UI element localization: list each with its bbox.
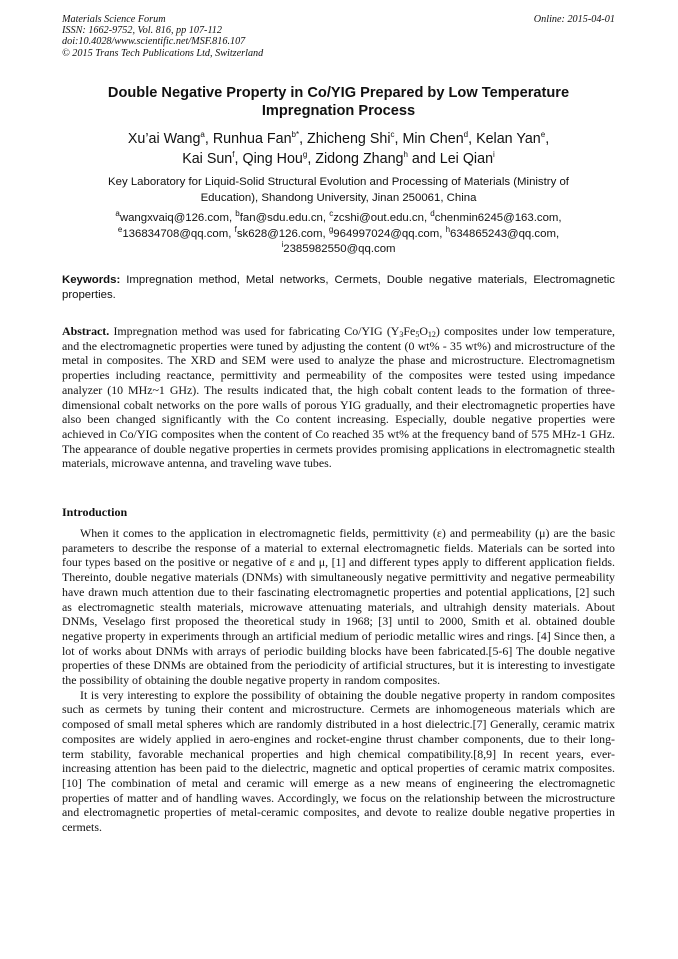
email-sup: b bbox=[235, 209, 240, 219]
introduction-body bbox=[62, 526, 615, 835]
email-text: sk628@126.com bbox=[236, 227, 323, 240]
formula-sub-o: 12 bbox=[427, 330, 436, 339]
email bbox=[234, 224, 323, 240]
email bbox=[281, 240, 396, 256]
email bbox=[328, 224, 440, 240]
emails-line-2: $^e$136834708@qq.com, $^f$sk628@126.com, $^g$964997024@qq.com, $^h$634865243@qq.com, bbox=[117, 224, 560, 240]
author bbox=[128, 131, 205, 147]
author-text: Kelan Yan bbox=[476, 131, 541, 147]
author-text: Kai Sun bbox=[182, 150, 233, 167]
author-sup: g bbox=[302, 149, 308, 159]
emails-line-3 bbox=[62, 242, 615, 258]
email-sup: c bbox=[329, 209, 334, 219]
keywords-text: Impregnation method, Metal networks, Cermets, Double negative materials, Electromagnetic properties. bbox=[62, 274, 615, 302]
email-text: 2385982550@qq.com bbox=[283, 243, 396, 256]
author bbox=[402, 131, 468, 147]
affiliation bbox=[62, 175, 615, 206]
author-list bbox=[62, 130, 615, 169]
author-text: Xu’ai Wang bbox=[127, 131, 201, 147]
affiliation-line-1: Key Laboratory for Liquid-Solid Structural Evolution and Processing of Materials (Ministry of bbox=[108, 176, 569, 188]
emails-line-1: $^a$wangxvaiq@126.com, $^b$fan@sdu.edu.cn, $^c$zcshi@out.edu.cn, $^d$chenmin6245@163.com, bbox=[115, 209, 562, 224]
author-text: Lei Qian bbox=[439, 150, 494, 167]
author-sup: d bbox=[463, 130, 469, 140]
online-date: Online: 2015-04-01 bbox=[533, 14, 615, 25]
formula-sub-fe: 5 bbox=[415, 330, 420, 339]
author-text: Min Chen bbox=[402, 131, 464, 147]
email bbox=[235, 209, 323, 224]
email-sup: a bbox=[115, 209, 120, 219]
email-text: zcshi@out.edu.cn bbox=[333, 212, 424, 224]
abstract bbox=[62, 324, 615, 471]
authors-line-2: Kai Sun$^f$, Qing Hou$^g$, Zidong Zhang$^h$ and Lei Qian$^i$ bbox=[182, 149, 495, 167]
author bbox=[182, 151, 234, 167]
author-sup: a bbox=[200, 130, 205, 140]
author-text: Qing Hou bbox=[242, 150, 303, 167]
email-text: 964997024@qq.com bbox=[333, 227, 440, 240]
author-sup: f bbox=[232, 149, 235, 159]
section-heading-introduction: Introduction bbox=[62, 505, 128, 519]
intro-paragraph-2: It is very interesting to explore the possibility of obtaining the double negative property in random composites such as cermets by tuning their content and microstructure. Cermets are inhomogeneous materials which are composed of small metal spheres which are randomly distributed in a host dielectric.[7] Generally, ceramic matrix composites are widely applied in aero-engines and rocket-engine thrust chamber components, due to their long-term stability, favorable mechanical properties and high chemical compatibility.[8,9] In recent years, ever-increasing attention has been paid to the dielectric, magnetic and optical properties of ceramic matrix composites.[10] The combination of metal and ceramic will emerge as a new means of engineering the electromagnetic properties of matter and of handling waves. Accordingly, we focus on the relationship between the microstructure and electromagnetic properties of metal-ceramic composites, and devote to realize double negative properties in cermets. bbox=[62, 687, 615, 835]
email-sup: h bbox=[445, 224, 451, 234]
author bbox=[307, 131, 394, 147]
journal-name: Materials Science Forum bbox=[62, 14, 166, 25]
author bbox=[213, 131, 299, 147]
paper-title bbox=[62, 84, 615, 120]
keywords bbox=[62, 273, 615, 304]
author bbox=[315, 151, 408, 167]
copyright-line: © 2015 Trans Tech Publications Ltd, Switzerland bbox=[62, 47, 264, 59]
email bbox=[329, 209, 424, 224]
author bbox=[476, 131, 545, 147]
email-sup: e bbox=[117, 224, 123, 234]
email-text: chenmin6245@163.com bbox=[434, 212, 559, 224]
abstract-text-start: Impregnation method was used for fabricating Co/YIG (Y bbox=[109, 324, 400, 338]
journal-header bbox=[62, 14, 615, 59]
intro-paragraph-1: When it comes to the application in electromagnetic fields, permittivity (ε) and permeability (μ) are the basic parameters to describe the response of a material to external electromagnetic fields. Materials can be sorted into four types based on the positive or negative of ε and μ, [1] and different types apply to different application fields. Thereinto, double negative materials (DNMs) with simultaneously negative permittivity and negative permeability have drawn much attention due to their fascinating electromagnetic properties and potential applications, [2] such as electromagnetic stealth materials, microwave attenuating materials, and ultrahigh density materials. About DNMs, Veselago first proposed the theoretical study in 1968; [3] until to 2000, Smith et al. obtained double negative property in experiments through an artificial medium of periodic metallic wires and rings. [4] Since then, a lot of works about DNMs with arrays of periodic building blocks have been fabricated.[5-6] The double negative properties of these DNMs are obtained from the periodicity of artificial structures, but it is interesting to investigate the possibility of obtaining the double negative property in random composites. bbox=[62, 526, 615, 688]
author bbox=[242, 151, 307, 167]
email-text: 136834708@qq.com bbox=[122, 227, 229, 240]
email bbox=[117, 224, 229, 240]
formula-o: O bbox=[419, 324, 428, 338]
email-sup: i bbox=[281, 240, 284, 250]
title-line-2: Impregnation Process bbox=[261, 103, 416, 119]
email-text: fan@sdu.edu.cn bbox=[239, 212, 323, 224]
author-text: Zhicheng Shi bbox=[307, 131, 391, 147]
doi-line: doi:10.4028/www.scientific.net/MSF.816.107 bbox=[62, 36, 246, 48]
title-line-1: Double Negative Property in Co/YIG Prepared by Low Temperature bbox=[107, 85, 570, 101]
email-text: 634865243@qq.com bbox=[450, 227, 556, 240]
author-sup: c bbox=[390, 130, 395, 140]
author-sup: h bbox=[403, 149, 408, 159]
author-sup: b* bbox=[291, 130, 300, 140]
email bbox=[115, 209, 229, 224]
author-sup: i bbox=[493, 149, 495, 159]
affiliation-line-2: Education), Shandong University, Jinan 250061, China bbox=[200, 191, 477, 204]
author-sup: e bbox=[540, 130, 546, 140]
email bbox=[445, 224, 556, 240]
authors-line-1: Xu’ai Wang$^a$, Runhua Fan$^{b*}$, Zhicheng Shi$^c$, Min Chen$^d$, Kelan Yan$^e$, bbox=[127, 130, 550, 147]
email-list bbox=[62, 211, 615, 258]
formula-sub-y: 3 bbox=[399, 330, 404, 339]
formula-fe: Fe bbox=[403, 324, 416, 338]
abstract-label: Abstract. bbox=[62, 324, 110, 338]
email-text: wangxvaiq@126.com bbox=[119, 212, 229, 224]
email bbox=[430, 209, 559, 224]
author bbox=[440, 151, 495, 167]
author-text: Runhua Fan bbox=[212, 131, 292, 147]
author-text: Zidong Zhang bbox=[315, 150, 404, 167]
email-sup: g bbox=[328, 224, 334, 234]
issn-line: ISSN: 1662-9752, Vol. 816, pp 107-112 bbox=[62, 25, 222, 37]
abstract-text-rest: ) composites under low temperature, and the electromagnetic properties were tuned by adjusting the content (0 wt% - 35 wt%) and microstructure of the metal in composites. The XRD and SEM were used to analyze the phase and microstructure. Electromagnetism properties including reactance, permittivity and permeability of the composites were tested using impedance analyzer (10 MHz~1 GHz). The results indicated that, the high cobalt content leads to the formation of three-dimensional cobalt networks on the pore walls of porous YIG gradually, and their electromagnetic properties have also been changed significantly with the Co content increasing. Especially, double negative properties were achieved in Co/YIG composites when the content of Co reached 35 wt% at the frequency band of 575 MHz-1 GHz. The appearance of double negative properties in cermets provides promising applications in electromagnetic stealth materials, microwave antenna, and traveling wave tubes. bbox=[62, 324, 615, 471]
keywords-label: Keywords: bbox=[62, 274, 121, 286]
email-sup: d bbox=[430, 209, 435, 219]
email-sup: f bbox=[234, 224, 237, 234]
